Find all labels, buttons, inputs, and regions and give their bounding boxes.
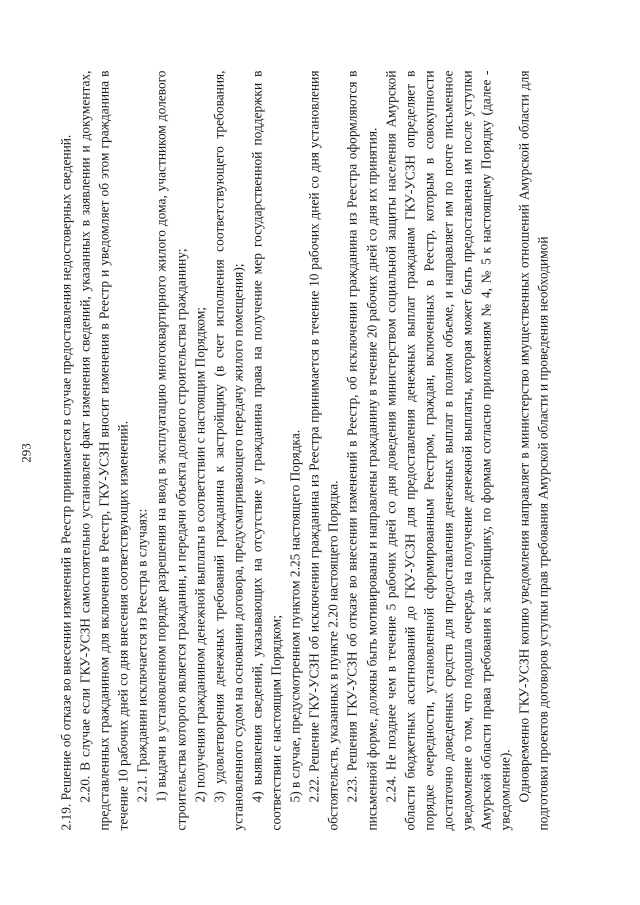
paragraph-2-24: 2.24. Не позднее чем в течение 5 рабочих дней со дня доведения министерством социальной защиты населения Амурской области бюджетных ассигнований до ГКУ-УСЗН для предоставления денежных выплат гражданам ГКУ-УСЗН определяет в порядке очередности, установленной сформированным Реестром, граждан, включенных в Реестр, которым в совокупности достаточно доведенных средств для предоставления денежных выплат в полном объеме, и направляет им по почте письменное уведомление о том, что подошла очередь на получение денежной выплаты, которая может быть предоставлена им после уступки Амурской области права требования к застройщику, по формам согласно приложениям № 4, № 5 к настоящему Порядку (далее - уведомление). xyxy=(383,70,513,831)
list-item-5: 5) в случае, предусмотренном пунктом 2.25 настоящего Порядка. xyxy=(287,429,303,803)
list-item-1: 1) выдачи в установленном порядке разрешения на ввод в эксплуатацию многоквартирного жилого дома, участником долевого строительства которого является гражданин, и передачи объекта долевого строительства гражданину; xyxy=(153,70,189,831)
paragraph-notification-copy: Одновременно ГКУ-УСЗН копию уведомления направляет в министерство имущественных отношений Амурской области для подготовки проектов договоров уступки прав требования Амурской области и проведения необходимой xyxy=(516,70,551,831)
paragraph-2-23: 2.23. Решения ГКУ-УСЗН об отказе во внесении изменений в Реестр, об исключении гражданина из Реестра оформляются в письменной форме, должны быть мотивированы и направлены гражданину в течение 20 рабочих дней со дня их принятия. xyxy=(344,70,379,831)
list-item-4: 4) выявления сведений, указывающих на отсутствие у гражданина права на получение мер государственной поддержки в соответствии с настоящим Порядком; xyxy=(249,70,284,831)
list-item-2: 2) получения гражданином денежной выплаты в соответствии с настоящим Порядком; xyxy=(192,306,208,803)
page-number: 293 xyxy=(18,443,34,463)
document-body xyxy=(57,71,553,831)
paragraph-2-21: 2.21. Гражданин исключается из Реестра в случаях: xyxy=(134,508,150,803)
paragraph-2-20: 2.20. В случае если ГКУ-УСЗН самостоятельно установлен факт изменения сведений, указанных в заявлении и документах, представленных гражданином для включения в Реестр, ГКУ-УСЗН вносит изменения в Реестр и уведомляет об этом гражданина в течение 10 рабочих дней со дня внесения соответствующих изменений. xyxy=(77,70,131,831)
rotated-document-sheet xyxy=(1,36,640,871)
list-item-3: 3) удовлетворения денежных требований гражданина к застройщику (в счет исполнения соответствующего требования, установленного судом на основании договора, предусматривающего передачу жилого помещения); xyxy=(211,70,246,831)
paragraph-2-22: 2.22. Решение ГКУ-УСЗН об исключении гражданина из Реестра принимается в течение 10 рабочих дней со дня установления обстоятельств, указанных в пункте 2.20 настоящего Порядка. xyxy=(306,70,341,831)
paragraph-2-19: 2.19. Решение об отказе во внесении изменений в Реестр принимается в случае предоставления недостоверных сведений. xyxy=(58,134,74,831)
